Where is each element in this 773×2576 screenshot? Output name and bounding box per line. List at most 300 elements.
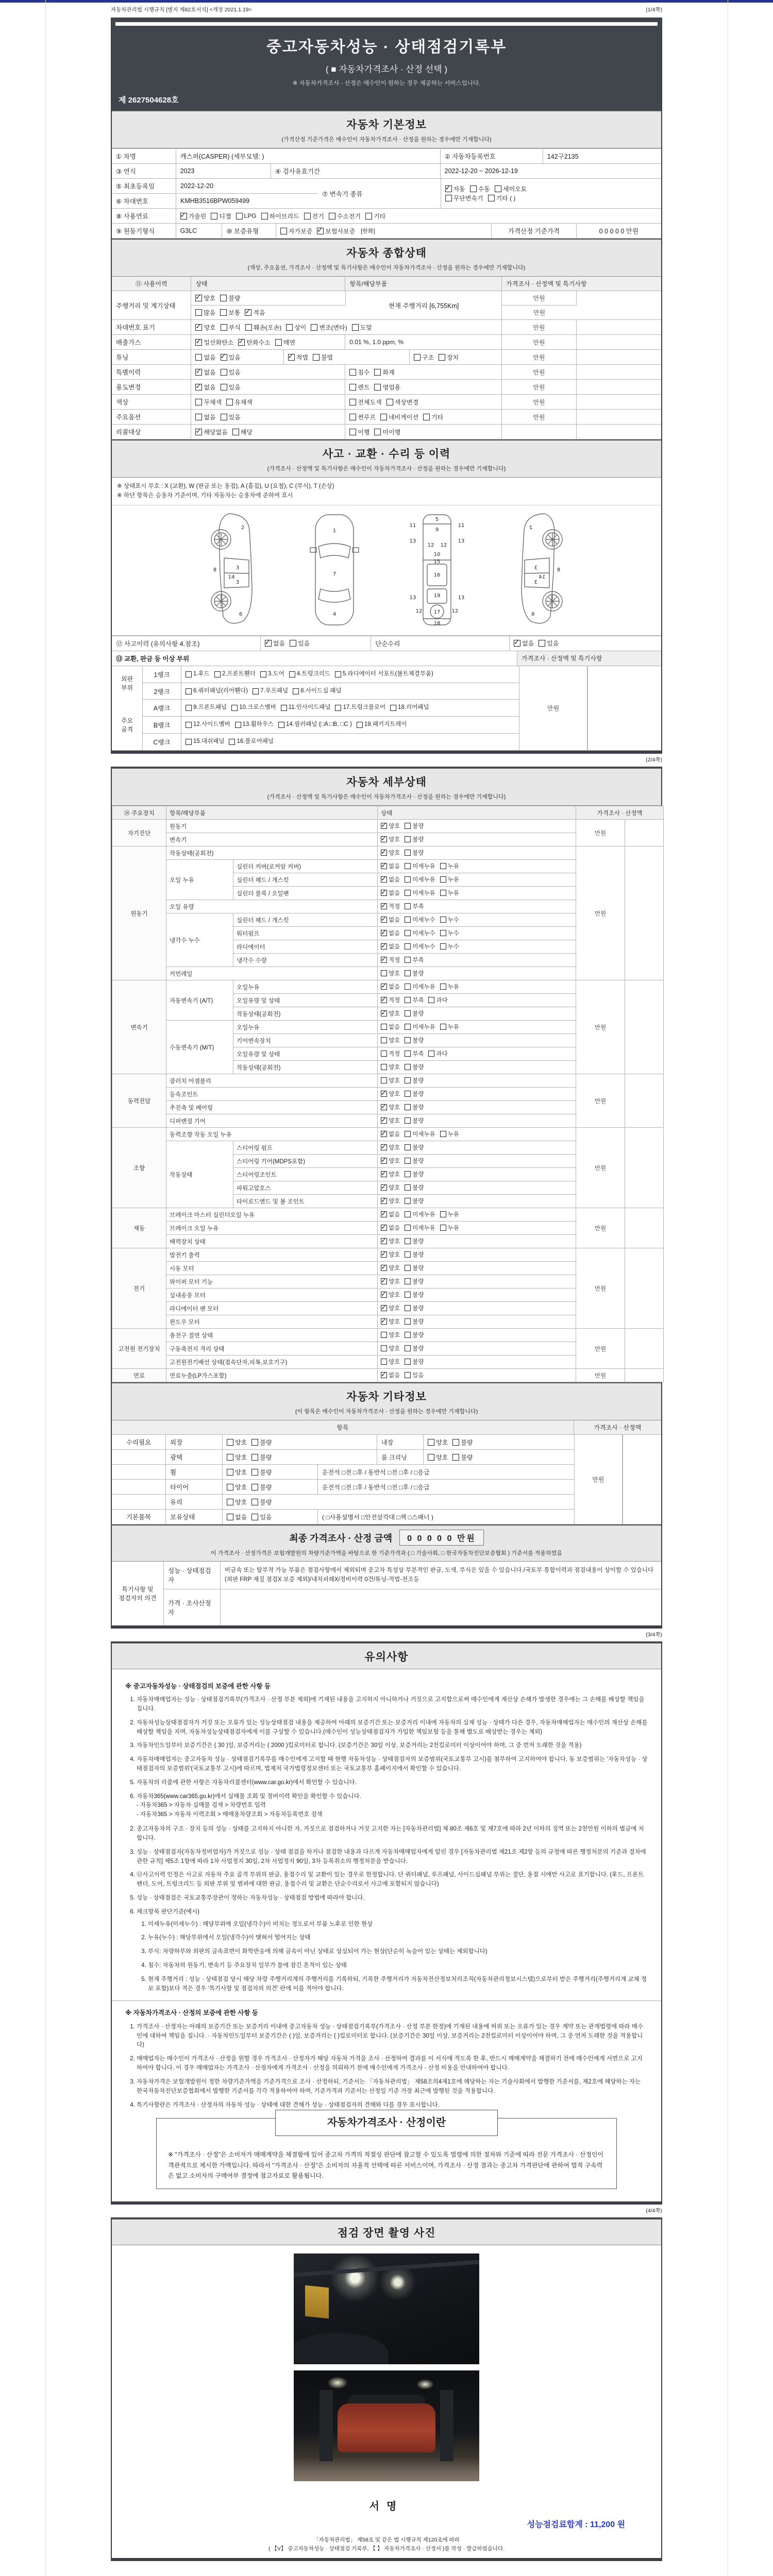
checkbox-보험사보증[interactable]: ✓ 보험사보증 <box>317 227 355 235</box>
checkbox-네비게이션[interactable]: 네비게이션 <box>380 413 418 421</box>
checkbox-있음[interactable]: 있음 <box>221 383 241 392</box>
checkbox-불량[interactable]: 불량 <box>405 1277 424 1285</box>
basic-items-group: 기본품목 <box>112 1510 166 1524</box>
checkbox-불량[interactable]: 불량 <box>251 1453 272 1462</box>
checkbox-불량[interactable]: 불량 <box>405 1063 424 1071</box>
checkbox-있음[interactable]: ✓ 있음 <box>221 353 241 362</box>
checkbox-없음[interactable]: ✓ 없음 <box>381 875 400 884</box>
checkbox-색상변경[interactable]: 색상변경 <box>386 398 418 406</box>
checkbox-불량[interactable]: 불량 <box>405 969 424 977</box>
svg-text:15: 15 <box>433 558 440 565</box>
checkbox-양호[interactable]: ✓ 양호 <box>381 1103 400 1111</box>
checkbox-없음[interactable]: ✓ 없음 <box>265 639 285 648</box>
header-strip <box>115 22 658 26</box>
checkbox-양호[interactable]: ✓ 양호 <box>381 1183 400 1192</box>
checkbox-18.리어패널[interactable]: 18.리어패널 <box>390 702 429 714</box>
checkbox-상이[interactable]: 상이 <box>286 323 306 332</box>
checkbox-수동[interactable]: 수동 <box>470 184 490 193</box>
checkbox-1.후드[interactable]: 1.후드 <box>186 669 210 680</box>
cell: 특별이력 <box>112 365 191 379</box>
checkbox-누유[interactable]: 누유 <box>440 1023 459 1031</box>
cell: ⑬ 교환, 판금 등 이상 부위 <box>112 651 517 666</box>
checkbox-미세누유[interactable]: 미세누유 <box>405 982 435 991</box>
page-number-1: (1/4쪽) <box>646 7 662 13</box>
checkbox-썬루프[interactable]: 썬루프 <box>349 413 376 421</box>
svg-text:16: 16 <box>433 572 440 578</box>
detail-group-원동기: 원동기 <box>112 846 166 980</box>
detail-row: 실린더 헤드 / 개스킷 ✓ 없음 미세누유 누유 <box>112 873 664 887</box>
cell: ② 자동차등록번호 <box>441 149 543 163</box>
checkbox-불량[interactable]: 불량 <box>405 1183 424 1192</box>
cell: A랭크 <box>143 700 181 716</box>
criteria-item: 4. 침수: 자동차의 원동기, 변속기 등 주요장치 일부가 물에 잠긴 흔적이 있는 상태 <box>148 1961 648 1971</box>
detail-row: 오일유량 및 상태 적정 부족 과다 <box>112 1047 664 1061</box>
checkbox-불량[interactable]: 불량 <box>405 1103 424 1111</box>
checkbox-9.프론트패널[interactable]: 9.프론트패널 <box>186 702 227 714</box>
checkbox-14.필러패널 (□A □B, □C )[interactable]: 14.필러패널 (□A □B, □C ) <box>278 719 352 731</box>
cell: 가격조사 · 산정액 및 특기사항 <box>517 651 661 666</box>
photo1-yellow-sign <box>305 2285 329 2319</box>
checkbox-불량[interactable]: 불량 <box>405 1358 424 1366</box>
checkbox-없음[interactable]: ✓ 없음 <box>381 1224 400 1232</box>
checkbox-렌트[interactable]: 렌트 <box>349 383 369 392</box>
checkbox-디젤[interactable]: 디젤 <box>211 212 231 221</box>
service-note: ※ 자동차가격조사 · 산정은 매수인이 원하는 경우 제공하는 서비스입니다. <box>292 80 481 87</box>
rank-group-label: 주요 골격 <box>112 700 143 750</box>
checkbox-19.패키지트레이[interactable]: 19.패키지트레이 <box>357 719 407 731</box>
checkbox-부족[interactable]: 부족 <box>405 956 424 964</box>
notice-item: 5. 자동차의 리콜에 관한 사항은 자동차리콜센터(www.car.go.kr)에서 확인할 수 있습니다. <box>137 1778 648 1788</box>
cell: 운전석 □전 □후 / 동반석 □전 □후 / □응급 <box>322 1468 430 1476</box>
checkbox-적정[interactable]: 적정 <box>381 1049 400 1058</box>
checkbox-하이브리드[interactable]: 하이브리드 <box>261 212 299 221</box>
cell: 내장 <box>377 1435 424 1449</box>
photos-band <box>112 2218 661 2245</box>
detail-row: 윈도우 모터 ✓ 양호 불량 <box>112 1315 664 1329</box>
checkbox-양호[interactable]: 양호 <box>381 1036 400 1044</box>
checkbox-없음[interactable]: 없음 <box>381 1023 400 1031</box>
checkbox-16.플로어패널[interactable]: 16.플로어패널 <box>229 736 274 748</box>
notice-item: 3. 자동차가격은 보험개발원이 정한 차량기준가액을 기준가격으로 조사 · 산정하되, 기준서는 「자동차관리법」 제58조의4제1호에 해당하는 자는 기술사회에서 발행한 기준서를, 제2호에 해당하는 자는 한국자동차진단보증협회에서 발행한 기준서를 각각 적용하여야 하며, 기준가격과 기준서는 산정일 기준 가장 최근에 발행된 것을 적용합니다. <box>137 2078 648 2096</box>
checkbox-불량[interactable]: 불량 <box>405 849 424 857</box>
final-price-value: 0 0 0 0 0 만원 <box>399 1530 484 1546</box>
checkbox-양호[interactable]: ✓ 양호 <box>381 822 400 830</box>
detail-subgroup: 오일 누유 <box>166 860 233 900</box>
checkbox-불량[interactable]: 불량 <box>405 1009 424 1018</box>
checkbox-양호[interactable]: ✓ 양호 <box>381 1157 400 1165</box>
checkbox-자가보증[interactable]: 자가보증 <box>280 227 312 235</box>
cell: 보유상태 <box>166 1510 223 1524</box>
checkbox-누유[interactable]: 누유 <box>440 1210 459 1218</box>
checkbox-적정[interactable]: ✓ 적정 <box>381 996 400 1004</box>
checkbox-기타 ( )[interactable]: 기타 ( ) <box>488 194 516 202</box>
checkbox-구조[interactable]: 구조 <box>414 353 434 362</box>
cell: ( □사용설명서 □안전삼각대 □잭 □스패너 ) <box>322 1513 433 1521</box>
checkbox-있음[interactable]: 있음 <box>290 639 310 648</box>
checkbox-미세누유[interactable]: 미세누유 <box>405 889 435 897</box>
checkbox-훼손(오손)[interactable]: 훼손(오손) <box>245 323 281 332</box>
checkbox-매연[interactable]: 매연 <box>275 338 295 347</box>
checkbox-불량[interactable]: 불량 <box>405 1076 424 1084</box>
checkbox-17.트렁크플로어[interactable]: 17.트렁크플로어 <box>335 702 385 714</box>
cell <box>223 1480 318 1494</box>
checkbox-없음[interactable]: ✓ 없음 <box>381 862 400 870</box>
cell <box>223 1495 560 1509</box>
rank-row-A랭크 <box>143 700 519 717</box>
svg-text:8: 8 <box>557 567 560 573</box>
checkbox-5.라디에이터 서포트(볼트체결부품)[interactable]: 5.라디에이터 서포트(볼트체결부품) <box>335 669 433 680</box>
checkbox-불량[interactable]: 불량 <box>405 1170 424 1178</box>
checkbox-불량[interactable]: 불량 <box>405 1090 424 1098</box>
checkbox-불량[interactable]: 불량 <box>405 1197 424 1205</box>
checkbox-해당[interactable]: 해당 <box>232 428 253 436</box>
cell: 외장 <box>166 1435 223 1449</box>
checkbox-LPG[interactable]: LPG <box>236 212 257 219</box>
checkbox-없음[interactable]: ✓ 없음 <box>381 1210 400 1218</box>
checkbox-양호[interactable]: ✓ 양호 <box>195 294 215 302</box>
checkbox-양호[interactable]: 양호 <box>381 1358 400 1366</box>
checkbox-없음[interactable]: ✓ 없음 <box>381 929 400 937</box>
checkbox-불량[interactable]: 불량 <box>405 1157 424 1165</box>
detail-row: 라디에이터 ✓ 없음 미세누수 누수 <box>112 940 664 954</box>
cell <box>223 1510 318 1524</box>
checkbox-이행[interactable]: 이행 <box>349 428 369 436</box>
checkbox-8.사이드실 패널[interactable]: 8.사이드실 패널 <box>293 686 341 697</box>
checkbox-없음[interactable]: 없음 <box>227 1513 247 1521</box>
checkbox-불량[interactable]: 불량 <box>251 1468 272 1477</box>
checkbox-부족[interactable]: 부족 <box>405 996 424 1004</box>
checkbox-양호[interactable]: 양호 <box>227 1453 247 1462</box>
checkbox-적음[interactable]: ✓ 적음 <box>245 308 265 317</box>
checkbox-무단변속기[interactable]: 무단변속기 <box>445 194 483 202</box>
svg-text:14: 14 <box>539 574 545 580</box>
cell: G3LC <box>176 224 223 238</box>
cell: ③ 연식 <box>112 164 176 178</box>
cell <box>410 350 502 364</box>
etc-title: 자동차 기타정보 <box>346 1391 427 1403</box>
checkbox-누수[interactable]: 누수 <box>440 929 459 937</box>
checkbox-일산화탄소[interactable]: ✓ 일산화탄소 <box>195 338 233 347</box>
checkbox-양호[interactable]: 양호 <box>381 969 400 977</box>
checkbox-양호[interactable]: 양호 <box>227 1468 247 1477</box>
checkbox-불량[interactable]: 불량 <box>405 1344 424 1352</box>
checkbox-불량[interactable]: 불량 <box>251 1498 272 1506</box>
checkbox-있음[interactable]: 있음 <box>405 1371 424 1379</box>
signature-title: 서명 <box>369 2500 404 2512</box>
cell: ⑪ 사용이력 <box>112 277 191 291</box>
checkbox-있음[interactable]: 있음 <box>221 368 241 377</box>
price-definition-text: ※ "가격조사 · 산정"은 소비자가 매매계약을 체결함에 있어 중고차 가격의 적절성 판단에 참고할 수 있도록 법령에 의한 절차와 기준에 따라 전문 가격조사 · 산정인이 객관적으로 제시한 가액입니다. 따라서 "가격조사 · 산정"은 소비자의 자율적 선택에 따른 서비스이며, 가격조사 · 산정 결과는 중고차 가격판단에 관하여 법적 구속력은 없고 소비자의 구매여부 결정에 참고자료로 활용됩니다. <box>168 2151 604 2180</box>
notice-item: 2. 중고자동차의 구조 · 장치 등의 성능 · 상태를 고지하지 아니한 자, 거짓으로 점검하거나 거짓 고지한 자는 [자동차관리법] 제 80조 제6호 및 제7호에 따라 2년 이하의 징역 또는 2천만원 이하의 벌금에 처합니다. <box>137 1825 648 1843</box>
checkbox-양호[interactable]: ✓ 양호 <box>381 1277 400 1285</box>
svg-text:11: 11 <box>409 522 416 529</box>
cell: 광택 <box>166 1450 223 1464</box>
checkbox-적정[interactable]: ✓ 적정 <box>381 902 400 910</box>
checkbox-적법[interactable]: ✓ 적법 <box>288 353 308 362</box>
checkbox-불량[interactable]: 불량 <box>220 294 240 302</box>
repair-group: 수리필요 <box>112 1435 166 1449</box>
detail-row: 오일 유량 ✓ 적정 부족 <box>112 900 664 913</box>
checkbox-있음[interactable]: 있음 <box>251 1513 272 1521</box>
checkbox-양호[interactable]: 양호 <box>381 1344 400 1352</box>
checkbox-양호[interactable]: ✓ 양호 <box>381 1009 400 1018</box>
checkbox-양호[interactable]: 양호 <box>428 1438 448 1447</box>
detail-group-자기진단: 자기진단 <box>112 820 166 846</box>
checkbox-미세누수[interactable]: 미세누수 <box>405 916 435 924</box>
checkbox-불량[interactable]: 불량 <box>405 1237 424 1245</box>
checkbox-해당없음[interactable]: ✓ 해당없음 <box>195 428 227 436</box>
checkbox-없음[interactable]: ✓ 없음 <box>381 916 400 924</box>
checkbox-양호[interactable]: ✓ 양호 <box>381 1170 400 1178</box>
detail-row: 변속기 ✓ 양호 불량 <box>112 833 664 846</box>
checkbox-불량[interactable]: 불량 <box>452 1438 473 1447</box>
detail-row: 타이로드엔드 및 볼 조인트 ✓ 양호 불량 <box>112 1195 664 1208</box>
detail-subtitle: (가격조사 · 산정액 및 특기사항은 매수인이 자동차가격조사 · 산정을 원하는 경우에만 기재합니다) <box>267 794 506 800</box>
checkbox-불량[interactable]: 불량 <box>405 1317 424 1326</box>
cell: 성능 · 상태점검자 <box>164 1562 221 1589</box>
checkbox-양호[interactable]: ✓ 양호 <box>381 835 400 843</box>
notice-item: 6. 체크항목 판단기준(예시) 1. 미세누유(미세누수) : 해당부위에 오일(냉각수)이 비치는 정도로서 부품 노후로 인한 현상 2. 누유(누수) : 해당부위에서 오일(냉각수)이 맺혀서 떨어지는 상태 3. 부식: 차량하부와 외판의 금속표면이 화학반응에 의해 금속이 아닌 상태로 상실되어 가는 현상(단순히 녹슬어 있는 상태는 제외합니다) 4. 침수: 자동차의 원동기, 변속기 등 주요장치 일부가 물에 잠긴 흔적이 있는 상태 5. 현재 주행거리 : 성능 · 상태점검 당시 해당 차량 주행거리계의 주행거리를 기록하되, 기록한 주행거리가 자동차전산정보처리조직(자동차관리정보시스템)으로부터 받은 주행거리(주행거리계 교체 정보 포함)보다 적은 경우 '특기사항 및 점검자의 의견' 란에 이를 적어야 합니다. <box>137 1908 648 1994</box>
checkbox-변조(변타)[interactable]: 변조(변타) <box>311 323 347 332</box>
checkbox-양호[interactable]: ✓ 양호 <box>381 1250 400 1259</box>
checkbox-양호[interactable]: ✓ 양호 <box>381 1197 400 1205</box>
checkbox-불법[interactable]: 불법 <box>313 353 333 362</box>
checkbox-양호[interactable]: ✓ 양호 <box>381 849 400 857</box>
checkbox-불량[interactable]: 불량 <box>452 1453 473 1462</box>
checkbox-양호[interactable]: 양호 <box>227 1438 247 1447</box>
checkbox-11.인사이드패널[interactable]: 11.인사이드패널 <box>281 702 331 714</box>
checkbox-과다[interactable]: 과다 <box>428 996 447 1004</box>
detail-row: 디퍼렌셜 기어 ✓ 양호 불량 <box>112 1114 664 1128</box>
checkbox-양호[interactable]: 양호 <box>227 1498 247 1506</box>
law-reference: 자동차관리법 시행규칙 [별지 제82호서식] <개정 2021.1.19> <box>111 7 252 13</box>
final-price-band <box>112 1524 661 1562</box>
checkbox-양호[interactable]: ✓ 양호 <box>195 323 215 332</box>
checkbox-미세누유[interactable]: 미세누유 <box>405 1023 435 1031</box>
checkbox-누유[interactable]: 누유 <box>440 1224 459 1232</box>
checkbox-도말[interactable]: 도말 <box>352 323 372 332</box>
cell: ⑨ 원동기형식 <box>112 224 176 238</box>
detail-row: 작동상태(공회전) ✓ 양호 불량 <box>112 1007 664 1021</box>
checkbox-미세누유[interactable]: 미세누유 <box>405 1210 435 1218</box>
notice-list-2 <box>125 1825 648 1993</box>
checkbox-미세누수[interactable]: 미세누수 <box>405 929 435 937</box>
checkbox-7.루프패널[interactable]: 7.루프패널 <box>253 686 288 697</box>
checkbox-없음[interactable]: ✓ 없음 <box>381 982 400 991</box>
overall-row-용도변경 <box>112 380 661 395</box>
checkbox-불량[interactable]: 불량 <box>405 1331 424 1339</box>
checkbox-15.대쉬패널[interactable]: 15.대쉬패널 <box>186 736 224 748</box>
checkbox-적정[interactable]: ✓ 적정 <box>381 956 400 964</box>
checkbox-침수[interactable]: 침수 <box>349 368 369 377</box>
checkbox-없음[interactable]: ✓ 없음 <box>381 1130 400 1138</box>
cell <box>510 636 661 651</box>
checkbox-불량[interactable]: 불량 <box>405 1143 424 1151</box>
cell <box>577 410 661 424</box>
checkbox-자동[interactable]: ✓ 자동 <box>445 184 465 193</box>
checkbox-불량[interactable]: 불량 <box>405 1291 424 1299</box>
cell: 142구2135 <box>547 153 579 160</box>
notice-list-1 <box>125 1696 648 1820</box>
svg-text:10: 10 <box>433 551 440 557</box>
checkbox-불량[interactable]: 불량 <box>251 1438 272 1447</box>
checkbox-양호[interactable]: 양호 <box>381 1063 400 1071</box>
checkbox-미세누유[interactable]: 미세누유 <box>405 875 435 884</box>
checkbox-양호[interactable]: ✓ 양호 <box>381 1291 400 1299</box>
checkbox-양호[interactable]: 양호 <box>227 1483 247 1492</box>
detail-row: 연료 연료누출(LP가스포함) ✓ 없음 있음 만원 <box>112 1369 664 1382</box>
cell <box>191 320 502 334</box>
checkbox-과다[interactable]: 과다 <box>428 1049 447 1058</box>
criteria-item: 2. 누유(누수) : 해당부위에서 오일(냉각수)이 맺혀서 떨어지는 상태 <box>148 1934 648 1943</box>
checkbox-누유[interactable]: 누유 <box>440 1130 459 1138</box>
checkbox-없음[interactable]: ✓ 없음 <box>195 383 215 392</box>
checkbox-불량[interactable]: 불량 <box>405 1250 424 1259</box>
checkbox-누유[interactable]: 누유 <box>440 862 459 870</box>
checkbox-불량[interactable]: 불량 <box>405 835 424 843</box>
checkbox-누수[interactable]: 누수 <box>440 942 459 951</box>
checkbox-10.크로스멤버[interactable]: 10.크로스멤버 <box>231 702 276 714</box>
accident-title: 사고 · 교환 · 수리 등 이력 <box>322 448 451 460</box>
checkbox-불량[interactable]: 불량 <box>405 1116 424 1125</box>
checkbox-기타[interactable]: 기타 <box>365 212 385 221</box>
cell: 휠 <box>166 1465 223 1479</box>
checkbox-양호[interactable]: ✓ 양호 <box>381 1304 400 1312</box>
checkbox-6.쿼터패널(리어휀다)[interactable]: 6.쿼터패널(리어휀다) <box>186 686 248 697</box>
car-side-view-left <box>197 511 270 629</box>
cell: 유리 <box>166 1495 223 1509</box>
checkbox-미세누수[interactable]: 미세누수 <box>405 942 435 951</box>
checkbox-탄화수소[interactable]: ✓ 탄화수소 <box>238 338 270 347</box>
checkbox-누유[interactable]: 누유 <box>440 875 459 884</box>
checkbox-영업용[interactable]: 영업용 <box>374 383 400 392</box>
svg-text:3: 3 <box>534 565 537 571</box>
detail-group-고전원 전기장치: 고전원 전기장치 <box>112 1329 166 1369</box>
cell <box>577 365 661 379</box>
overall-table: ⑪ 사용이력 상태 항목/해당부품 가격조사 · 산정액 및 특기사항 주행거리 및 계기상태 ✓ 양호 불량 많음 보통 ✓ 적음 현재 주행거리 [6,755Km] 만원 만원 차대번호 표기 ✓ 양호 부식 훼손(오손) 상이 변조(변타) 도말 만원 배출가스 ✓ 일산화탄소 ✓ 탄화수소 매연 0.01 %, 1.0 ppm, % 만원 튜닝 없음 ✓ 있음 ✓ 적법 불법 구조 장치 만원 특별이력 ✓ 없음 있음 침수 화재 만원 용도변경 ✓ 없음 있음 렌트 영업용 만원 색상 무채색 유채색 전체도색 색상변경 만원 주요옵션 없음 있음 썬루프 네비게이션 기타 만원 리콜대상 ✓ 해당없음 해당 이행 미이행 <box>112 277 661 439</box>
cell: 항목 <box>112 1420 574 1434</box>
cell <box>223 1450 377 1464</box>
checkbox-무채색[interactable]: 무채색 <box>195 398 222 406</box>
checkbox-유채색[interactable]: 유채색 <box>226 398 253 406</box>
checkbox-불량[interactable]: 불량 <box>405 1264 424 1272</box>
checkbox-2.프론트휀더[interactable]: 2.프론트휀더 <box>214 669 256 680</box>
checkbox-없음[interactable]: ✓ 없음 <box>381 1371 400 1379</box>
checkbox-부식[interactable]: 부식 <box>221 323 241 332</box>
checkbox-부족[interactable]: 부족 <box>405 1049 424 1058</box>
rank-row-1랭크 <box>143 666 519 683</box>
cell: 2023 <box>176 164 271 178</box>
cell <box>424 1450 560 1464</box>
checkbox-보통[interactable]: 보통 <box>220 308 240 317</box>
checkbox-양호[interactable]: ✓ 양호 <box>381 1143 400 1151</box>
checkbox-가솔린[interactable]: ✓ 가솔린 <box>180 212 207 221</box>
checkbox-미세누유[interactable]: 미세누유 <box>405 1130 435 1138</box>
checkbox-양호[interactable]: 양호 <box>381 1076 400 1084</box>
checkbox-기타[interactable]: 기타 <box>423 413 443 421</box>
cell: 튜닝 <box>112 350 191 364</box>
checkbox-미세누유[interactable]: 미세누유 <box>405 862 435 870</box>
photos-title: 점검 장면 촬영 사진 <box>337 2227 436 2239</box>
photo1-ceiling-beam <box>294 2260 479 2277</box>
checkbox-미세누유[interactable]: 미세누유 <box>405 1224 435 1232</box>
cell: 만원 <box>502 410 576 424</box>
checkbox-13.휠하우스[interactable]: 13.휠하우스 <box>235 719 274 731</box>
checkbox-수소전기[interactable]: 수소전기 <box>329 212 361 221</box>
notice-body <box>112 1669 661 2201</box>
page-4 <box>111 2217 662 2562</box>
cell: 2022-12-20 <box>180 182 213 190</box>
checkbox-있음[interactable]: 있음 <box>221 413 241 421</box>
detail-row: 기어변속장치 양호 불량 <box>112 1034 664 1047</box>
checkbox-양호[interactable]: ✓ 양호 <box>381 1317 400 1326</box>
checkbox-불량[interactable]: 불량 <box>405 1036 424 1044</box>
cell <box>191 380 345 394</box>
checkbox-세미오토[interactable]: 세미오토 <box>495 184 527 193</box>
checkbox-양호[interactable]: 양호 <box>381 1331 400 1339</box>
checkbox-부족[interactable]: 부족 <box>405 902 424 910</box>
cell <box>345 365 502 379</box>
checkbox-없음[interactable]: ✓ 없음 <box>381 889 400 897</box>
checkbox-양호[interactable]: ✓ 양호 <box>381 1116 400 1125</box>
checkbox-양호[interactable]: ✓ 양호 <box>381 1264 400 1272</box>
checkbox-없음[interactable]: 없음 <box>195 353 215 362</box>
checkbox-불량[interactable]: 불량 <box>251 1483 272 1492</box>
etc-row-휠 <box>112 1465 574 1480</box>
cell: ⑩ 보증유형 <box>222 224 276 238</box>
svg-text:11: 11 <box>458 522 464 529</box>
checkbox-없음[interactable]: ✓ 없음 <box>514 639 534 648</box>
opinion-group-label: 특기사항 및 점검자의 의견 <box>112 1562 164 1625</box>
cell <box>577 395 661 409</box>
detail-row: 라디에이터 팬 모터 ✓ 양호 불량 <box>112 1302 664 1315</box>
checkbox-불량[interactable]: 불량 <box>405 1304 424 1312</box>
detail-row: 배력장치 상태 ✓ 양호 불량 <box>112 1235 664 1248</box>
checkbox-전기[interactable]: 전기 <box>304 212 324 221</box>
checkbox-장치[interactable]: 장치 <box>439 353 459 362</box>
checkbox-누유[interactable]: 누유 <box>440 982 459 991</box>
inspection-fee: 성능점검료합계 : 11,200 원 <box>527 2520 625 2529</box>
checkbox-양호[interactable]: ✓ 양호 <box>381 1090 400 1098</box>
criteria-list <box>137 1920 648 1994</box>
cell: ⑦ 변속기 종류 <box>318 179 441 208</box>
checkbox-3.도어[interactable]: 3.도어 <box>260 669 284 680</box>
checkbox-없음[interactable]: ✓ 없음 <box>381 942 400 951</box>
fineprint-line-2: ( 【V】 중고자동차성능 · 상태점검 기록부, 【 】 자동차가격조사 · 산정서 )를 작성 · 발급하였습니다. <box>268 2546 505 2552</box>
checkbox-누유[interactable]: 누유 <box>440 889 459 897</box>
checkbox-없음[interactable]: ✓ 없음 <box>195 368 215 377</box>
checkbox-누수[interactable]: 누수 <box>440 916 459 924</box>
etc-band <box>112 1382 661 1420</box>
checkbox-4.트렁크리드[interactable]: 4.트렁크리드 <box>289 669 330 680</box>
checkbox-많음[interactable]: 많음 <box>195 308 215 317</box>
checkbox-전체도색[interactable]: 전체도색 <box>349 398 381 406</box>
checkbox-없음[interactable]: 없음 <box>195 413 215 421</box>
cell: 만원 <box>502 380 576 394</box>
svg-text:12: 12 <box>415 608 422 614</box>
checkbox-있음[interactable]: 있음 <box>539 639 559 648</box>
checkbox-12.사이드멤버[interactable]: 12.사이드멤버 <box>186 719 230 731</box>
car-diagrams <box>112 505 661 636</box>
notice-item: 1. 가격조사 · 산정자는 아래의 보증기간 또는 보증거리 이내에 중고자동차 성능 · 상태점검기록부(가격조사 · 산정 부분 한정)에 기재된 내용에 허위 또는 오류가 있는 경우 계약 또는 관계법령에 따라 매수인에 대하여 책임을 집니다. · 자동차인도일부터 보증기간은 ( )일, 보증거리는 ( )킬로미터로 합니다. (보증기간은 30일 이상, 보증거리는 2천킬로미터 이상이어야 하며, 그 중 먼저 도래한 것을 적용합니다) <box>137 2023 648 2050</box>
checkbox-불량[interactable]: 불량 <box>405 822 424 830</box>
checkbox-미이행[interactable]: 미이행 <box>374 428 400 436</box>
cell <box>345 425 502 439</box>
checkbox-양호[interactable]: 양호 <box>428 1453 448 1462</box>
checkbox-양호[interactable]: ✓ 양호 <box>381 1237 400 1245</box>
cell: 만원 <box>502 320 576 334</box>
checkbox-화재[interactable]: 화재 <box>374 368 394 377</box>
